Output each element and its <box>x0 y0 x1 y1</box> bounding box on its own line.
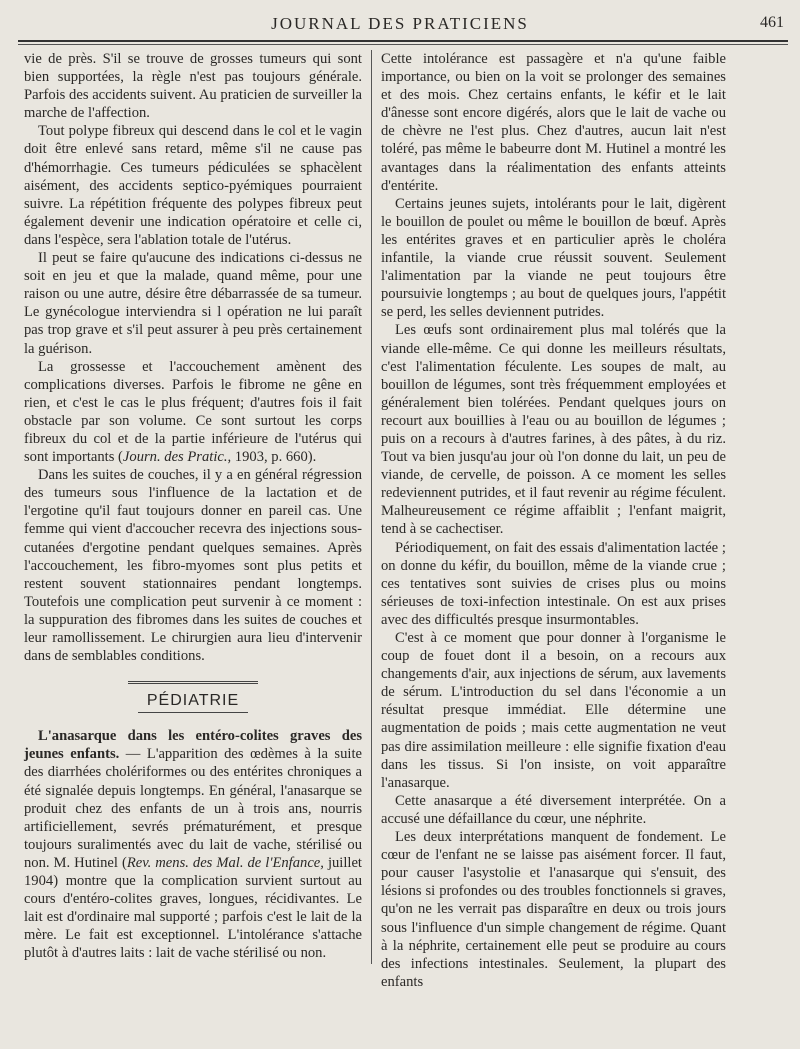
page-number: 461 <box>760 14 784 31</box>
page-header <box>0 10 800 34</box>
section-separator <box>128 681 258 684</box>
header-rule <box>18 40 788 42</box>
article-title: L'anasarque dans les entéro-colites graves des jeunes enfants. <box>24 728 362 763</box>
article-paragraph <box>24 727 362 962</box>
paragraph-text: 1903, p. 660). <box>231 449 317 466</box>
paragraph: Dans les suites de couches, il y a en général régression des tumeurs sous l'influence de la lactation et de l'ergotine qu'il faut toujours donner en pareil cas. Une femme qui vient d'accoucher recevra des injections sous-cutanées d'ergotine pendant quelques semaines. Après l'accouchement, les fibro-myomes sont plus petits et restent souvent stationnaires pendant longtemps. Toutefois une complication peut survenir à ce moment : la suppuration des fibromes dans les suites de couches et leur ramollissement. Le chirurgien aura lieu d'intervenir dans de semblables conditions. <box>24 467 362 665</box>
paragraph <box>24 358 362 467</box>
paragraph: Il peut se faire qu'aucune des indications ci-dessus ne soit en jeu et que la malade, quand même, pour une raison ou une autre, désire être débarrassée de sa tumeur. Le gynécologue interviendra si l opération ne lui paraît pas trop grave et s'il peut assurer à peu près certainement la guérison. <box>24 250 362 357</box>
paragraph: C'est à ce moment que pour donner à l'organisme le coup de fouet dont il a besoin, on a recours aux changements d'air, aux injections de sérum, aux lavements de sérum. L'introduction du sel dans l'économie a un résultat presque immédiat. Elle détermine une augmentation de poids ; mais cette augmentation ne veut pas dire assimilation meilleure : elle signifie fixation d'eau dans les tissus. Si l'on insiste, on voit apparaître l'anasarque. <box>381 630 726 791</box>
header-rule-thin <box>18 44 788 45</box>
paragraph-text: — L'apparition des œdèmes à la suite des diarrhées cholériformes ou des entérites chroniques a été signalée depuis longtemps. En général, l'anasarque se produit chez des enfants de un à trois ans, nourris artificiellement, sevrés prématurément, et presque toujours suralimentés avec du lait de vache, stérilisé ou non. M. Hutinel ( <box>24 746 362 871</box>
paragraph: Cette anasarque a été diversement interprétée. On a accusé une défaillance du cœur, une néphrite. <box>381 792 726 827</box>
citation: Journ. des Pratic., <box>122 449 232 466</box>
left-column <box>24 50 362 963</box>
column-divider <box>371 50 372 964</box>
paragraph: vie de près. S'il se trouve de grosses tumeurs qui sont bien supportées, la règle n'est pas toujours générale. Parfois des accidents suivent. Au praticien de surveiller la marche de l'affection. <box>24 51 362 122</box>
paragraph: Tout polype fibreux qui descend dans le col et le vagin doit être enlevé sans retard, même s'il ne cause pas d'hémorrhagie. Ces tumeurs pédiculées se sphacèlent aisément, des accidents septico-pyémiques pourraient suivre. La répétition fréquente des polypes fibreux peut également devenir une indication opératoire et celle ci, dans l'espèce, sera l'ablation totale de l'utérus. <box>24 123 362 248</box>
journal-title: JOURNAL DES PRATICIENS <box>271 14 529 33</box>
paragraph: Périodiquement, on fait des essais d'alimentation lactée ; on donne du kéfir, du bouillon, même de la viande crue ; ces tentatives sont suivies de crises plus ou moins sérieuses de toxi-infection intestinale. On est aux prises avec des difficultés presque insurmontables. <box>381 539 726 628</box>
paragraph-text: La grossesse et l'accouchement amènent des complications diverses. Parfois le fibrome ne gêne en rien, et c'est le cas le plus fréquent; d'autres fois il fait obstacle par son volume. Ce sont surtout les corps fibreux du col et de la partie inférieure de l'utérus qui sont importants ( <box>24 358 362 466</box>
right-column <box>381 50 726 991</box>
paragraph: Les deux interprétations manquent de fondement. Le cœur de l'enfant ne se laisse pas aisément forcer. Il faut, pour causer l'asystolie et l'anasarque qui s'ensuit, des lésions si profondes ou des troubles fonctionnels si graves, qu'on ne les verrait pas disparaître en deux ou trois jours sous l'influence d'un simple changement de régime. Quant à la néphrite, certainement elle peut se produire au cours des infections intestinales. Seulement, la plupart des enfants <box>381 829 726 990</box>
paragraph-text: juillet 1904) montre que la complication survient surtout au cours d'entéro-colites graves, longues, récidivantes. Le lait est d'ordinaire mal supporté ; parfois c'est le lait de la mère. Le fait est exceptionnel. L'intolérance s'attache plutôt à d'autres laits : lait de vache stérilisé ou non. <box>24 854 362 962</box>
section-title: PÉDIATRIE <box>146 692 240 710</box>
paragraph: Les œufs sont ordinairement plus mal tolérés que la viande elle-même. Ce qui donne les meilleurs résultats, c'est l'alimentation féculente. Les soupes de malt, au bouillon de légumes, sont très fréquemment employées et généralement bien tolérées. Pendant quelques jours on recourt aux bouillies à l'eau ou au bouillon de légumes ; puis on a recours à d'autres farines, à des pâtes, à du riz. Tout va bien jusqu'au jour où l'on donne du lait, un peu de viande, de cervelle, de poisson. A ce moment les selles redeviennent putrides, et il faut revenir au régime féculent. Malheureusement ce régime affaiblit ; l'enfant maigrit, tend à se cachectiser. <box>381 322 726 538</box>
paragraph: Cette intolérance est passagère et n'a qu'une faible importance, ou bien on la voit se prolonger des semaines et des mois. Chez certains enfants, le kéfir et le lait d'ânesse sont encore digérés, alors que le lait de vache ou de chèvre ne l'est plus. Chez d'autres, aucun lait n'est toléré, pas même le babeurre dont M. Hutinel a montré les avantages dans la réalimentation des enfants atteints d'entérite. <box>381 51 726 194</box>
citation: Rev. mens. des Mal. de l'Enfance, <box>126 854 324 871</box>
section-title-underline <box>138 712 248 713</box>
paragraph: Certains jeunes sujets, intolérants pour le lait, digèrent le bouillon de poulet ou même le bouillon de bœuf. Après les entérites graves et en particulier après le choléra infantile, la viande crue réussit souvent. Seulement l'alimentation par la viande ne peut toujours être poursuivie longtemps ; au bout de quelques jours, l'appétit se perd, les selles deviennent putrides. <box>381 195 726 321</box>
